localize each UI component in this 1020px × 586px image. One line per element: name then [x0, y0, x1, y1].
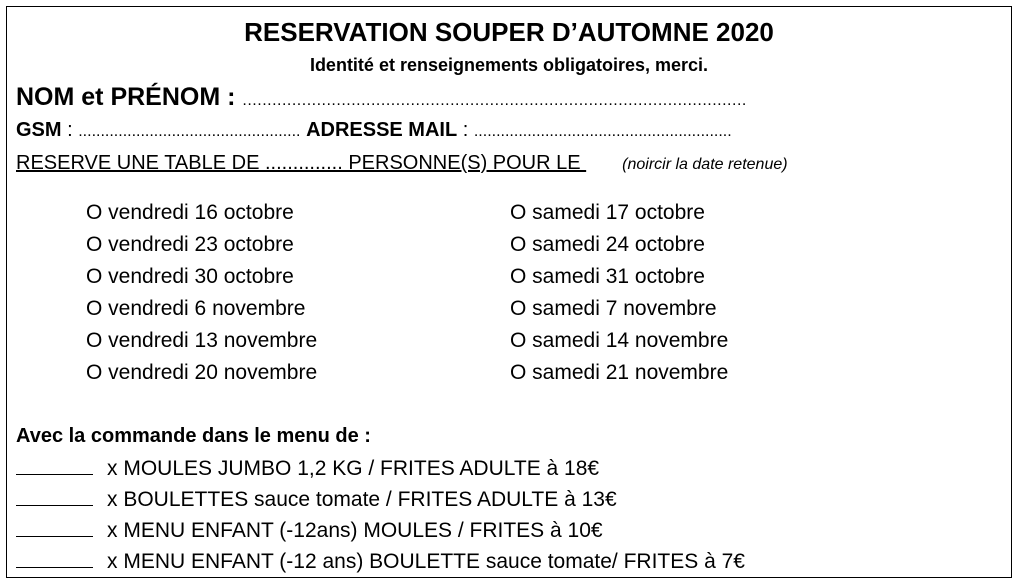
date-option[interactable]: O vendredi 16 octobre	[86, 201, 294, 224]
date-option[interactable]: O vendredi 30 octobre	[86, 265, 294, 288]
email-colon: :	[457, 119, 474, 141]
quantity-blank[interactable]	[16, 456, 93, 475]
menu-item	[16, 518, 603, 543]
email-label: ADRESSE MAIL	[306, 119, 458, 141]
name-field[interactable]: ......................................................................................................	[242, 92, 747, 109]
form-subtitle: Identité et renseignements obligatoires, merci.	[309, 55, 709, 75]
reservation-form	[6, 6, 1012, 578]
reserve-row	[16, 152, 788, 175]
reserve-table-text[interactable]: RESERVE UNE TABLE DE .............. PERSONNE(S) POUR LE	[16, 152, 587, 174]
date-option[interactable]: O vendredi 23 octobre	[86, 233, 294, 256]
gsm-colon: :	[61, 119, 79, 141]
menu-item-label: x MENU ENFANT (-12ans) MOULES / FRITES à 10€	[107, 519, 603, 542]
quantity-blank[interactable]	[16, 487, 93, 506]
menu-item	[16, 549, 745, 574]
reserve-note: (noircir la date retenue)	[622, 156, 788, 173]
name-label: NOM et PRÉNOM :	[16, 83, 236, 111]
date-option[interactable]: O samedi 14 novembre	[510, 329, 729, 352]
gsm-field[interactable]: ..................................................	[78, 123, 301, 140]
date-option[interactable]: O vendredi 20 novembre	[86, 361, 318, 384]
gsm-label: GSM	[16, 119, 62, 141]
date-option[interactable]: O vendredi 13 novembre	[86, 329, 318, 352]
date-option[interactable]: O vendredi 6 novembre	[86, 297, 306, 320]
menu-heading: Avec la commande dans le menu de :	[16, 425, 371, 447]
date-option[interactable]: O samedi 24 octobre	[510, 233, 705, 256]
menu-item-label: x MENU ENFANT (-12 ans) BOULETTE sauce tomate/ FRITES à 7€	[107, 550, 745, 573]
date-option[interactable]: O samedi 17 octobre	[510, 201, 705, 224]
form-title: RESERVATION SOUPER D’AUTOMNE 2020	[244, 17, 774, 47]
date-option[interactable]: O samedi 21 novembre	[510, 361, 729, 384]
menu-item	[16, 487, 617, 512]
contact-row	[16, 119, 732, 142]
date-option[interactable]: O samedi 31 octobre	[510, 265, 705, 288]
menu-item-label: x BOULETTES sauce tomate / FRITES ADULTE à 13€	[107, 488, 617, 511]
quantity-blank[interactable]	[16, 518, 93, 537]
name-row	[16, 83, 747, 112]
email-field[interactable]: ..........................................................	[473, 123, 732, 140]
quantity-blank[interactable]	[16, 549, 93, 568]
menu-item-label: x MOULES JUMBO 1,2 KG / FRITES ADULTE à 18€	[107, 457, 600, 480]
date-option[interactable]: O samedi 7 novembre	[510, 297, 717, 320]
menu-item	[16, 456, 599, 481]
